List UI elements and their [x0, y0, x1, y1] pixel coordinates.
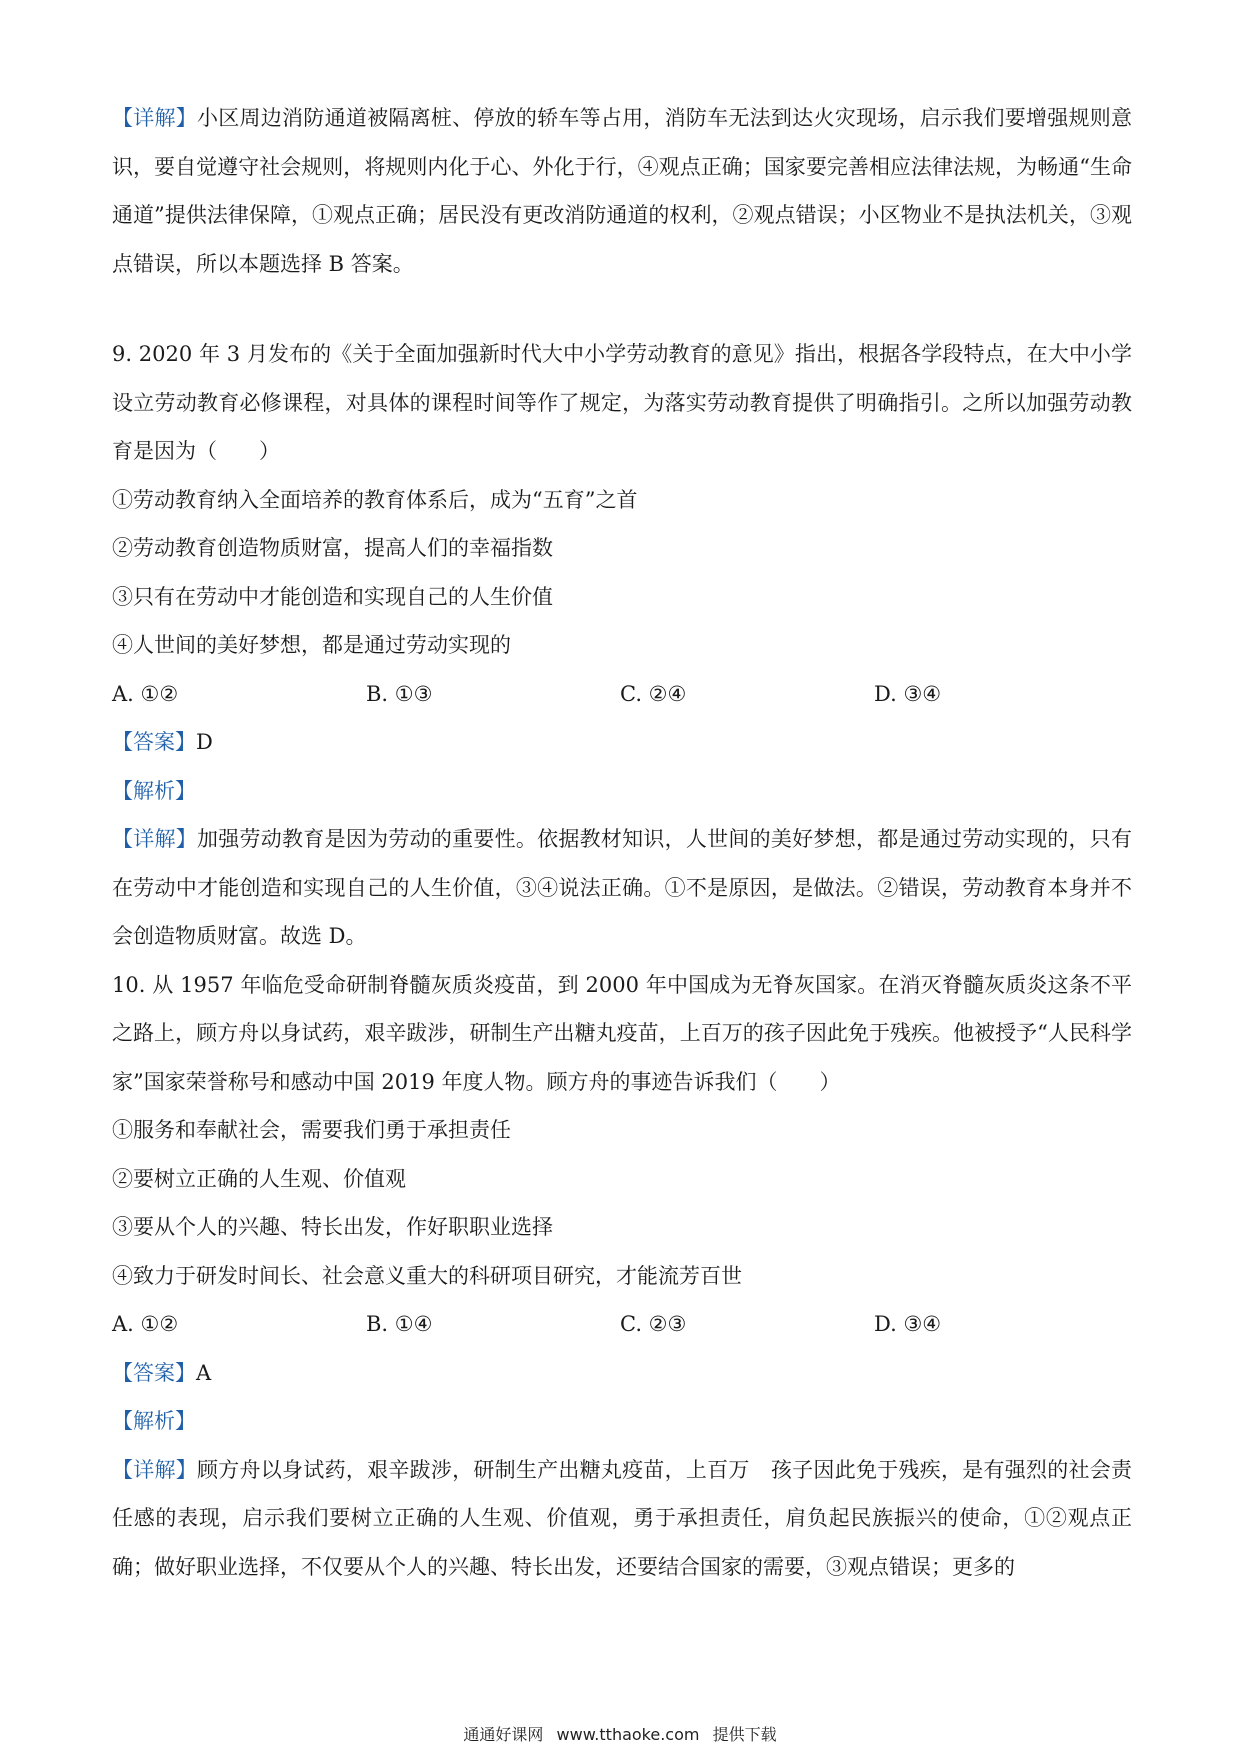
answer-label: 【答案】	[112, 1360, 196, 1385]
detail-paragraph	[112, 1446, 1132, 1592]
option-b: B. ①③	[366, 681, 433, 706]
option-a: A. ①②	[112, 1312, 179, 1336]
answer-value: A	[196, 1360, 212, 1385]
document-body	[112, 94, 1132, 1591]
detail-paragraph	[112, 815, 1132, 961]
footer-url[interactable]: www.tthaoke.com	[556, 1725, 700, 1744]
detail-label: 【详解】	[112, 1457, 198, 1482]
statement-item: ③要从个人的兴趣、特长出发，作好职职业选择	[112, 1215, 553, 1239]
answer-label: 【答案】	[112, 730, 196, 754]
question-9	[112, 330, 1132, 961]
detail-label: 【详解】	[112, 827, 198, 851]
detail-label: 【详解】	[112, 106, 198, 130]
answer-options	[112, 670, 1132, 719]
statement-item: ④人世间的美好梦想，都是通过劳动实现的	[112, 633, 511, 657]
option-d: D. ③④	[874, 1312, 942, 1336]
footer-suffix: 提供下载	[712, 1725, 777, 1744]
option-d: D. ③④	[874, 681, 942, 706]
statement-item: ②劳动教育创造物质财富，提高人们的幸福指数	[112, 536, 553, 560]
answer-value: D	[196, 730, 213, 754]
option-a: A. ①②	[112, 681, 179, 706]
statement-item: ④致力于研发时间长、社会意义重大的科研项目研究，才能流芳百世	[112, 1263, 742, 1288]
answer-line	[112, 1349, 1132, 1398]
option-c: C. ②③	[620, 1312, 687, 1336]
question-stem: 9. 2020 年 3 月发布的《关于全面加强新时代大中小学劳动教育的意见》指出，根据各学段特点，在大中小学设立劳动教育必修课程，对具体的课程时间等作了规定，为落实劳动教育提供了明确指引。之所以加强劳动教育是因为（ ）	[112, 342, 1132, 463]
analysis-label: 【解析】	[112, 1409, 196, 1433]
statement-item: ①劳动教育纳入全面培养的教育体系后，成为“五育”之首	[112, 487, 638, 512]
answer-options	[112, 1300, 1132, 1349]
statement-item: ②要树立正确的人生观、价值观	[112, 1166, 406, 1191]
statement-item: ①服务和奉献社会，需要我们勇于承担责任	[112, 1118, 511, 1142]
option-b: B. ①④	[366, 1312, 433, 1336]
page-footer	[0, 1722, 1240, 1745]
statement-item: ③只有在劳动中才能创造和实现自己的人生价值	[112, 584, 553, 609]
analysis-label: 【解析】	[112, 778, 196, 803]
analysis-line	[112, 1397, 1132, 1446]
option-c: C. ②④	[620, 681, 687, 706]
footer-site-name: 通通好课网	[463, 1725, 544, 1744]
question-10	[112, 961, 1132, 1592]
detail-text: 小区周边消防通道被隔离桩、停放的轿车等占用，消防车无法到达火灾现场，启示我们要增强规则意识，要自觉遵守社会规则，将规则内化于心、外化于行，④观点正确；国家要完善相应法律法规，为畅通“生命通道”提供法律保障，①观点正确；居民没有更改消防通道的权利，②观点错误；小区物业不是执法机关，③观点错误，所以本题选择 B 答案。	[112, 106, 1133, 276]
detail-text: 顾方舟以身试药，艰辛跋涉，研制生产出糖丸疫苗，上百万 孩子因此免于残疾，是有强烈的社会责任感的表现，启示我们要树立正确的人生观、价值观，勇于承担责任，肩负起民族振兴的使命，①②观点正确；做好职业选择，不仅要从个人的兴趣、特长出发，还要结合国家的需要，③观点错误；更多的	[112, 1457, 1133, 1579]
analysis-line	[112, 767, 1132, 816]
prev-explanation	[112, 94, 1132, 288]
answer-line	[112, 718, 1132, 767]
question-stem: 10. 从 1957 年临危受命研制脊髓灰质炎疫苗，到 2000 年中国成为无脊灰国家。在消灭脊髓灰质炎这条不平之路上，顾方舟以身试药，艰辛跋涉，研制生产出糖丸疫苗，上百万的孩子因此免于残疾。他被授予“人民科学家”国家荣誉称号和感动中国 2019 年度人物。顾方舟的事迹告诉我们（ ）	[112, 972, 1132, 1094]
detail-text: 加强劳动教育是因为劳动的重要性。依据教材知识，人世间的美好梦想，都是通过劳动实现的，只有在劳动中才能创造和实现自己的人生价值，③④说法正确。①不是原因，是做法。②错误，劳动教育本身并不会创造物质财富。故选 D。	[112, 827, 1133, 948]
